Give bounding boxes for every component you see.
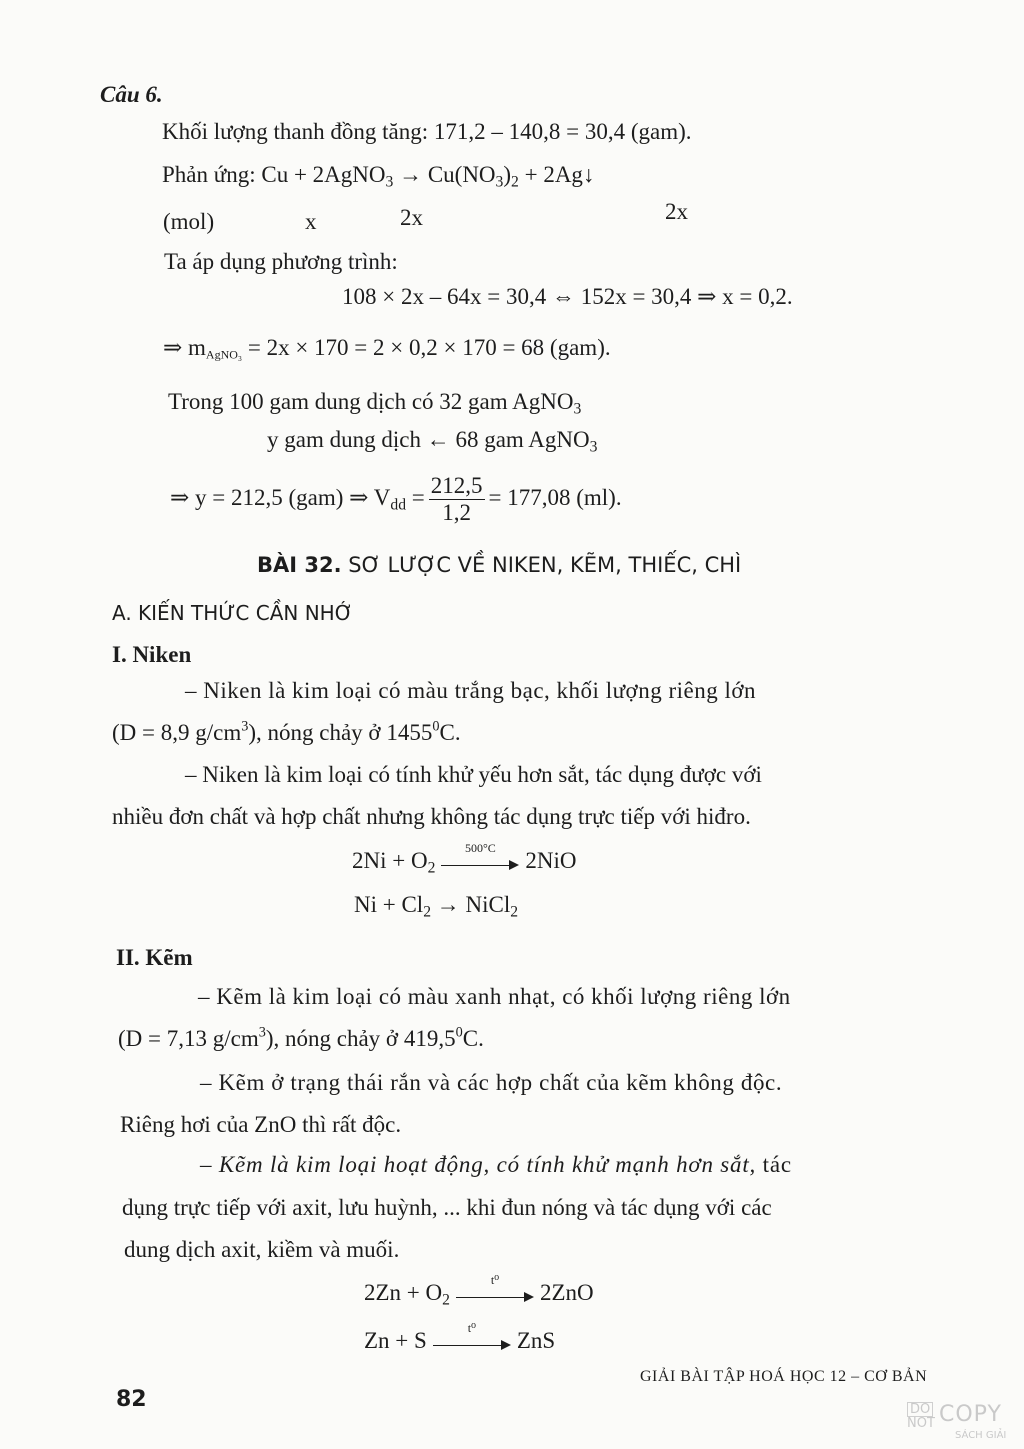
- text-line: Khối lượng thanh đồng tăng: 171,2 – 140,8 = 30,4 (gam).: [162, 119, 692, 144]
- text-line: y gam dung dịch ← 68 gam AgNO$_3$: [267, 427, 598, 456]
- text-line: Riêng hơi của ZnO thì rất độc.: [120, 1112, 402, 1137]
- reaction-arrow: t⁰: [433, 1331, 511, 1355]
- chemical-equation: $Ni + Cl_2$ → NiCl$_2$: [354, 892, 519, 921]
- math-equation: 108 × 2x – 64x = 30,4 ⇔ 152x = 30,4 ⇒ x = 0,2.: [342, 284, 793, 309]
- text-line: dụng trực tiếp với axit, lưu huỳnh, ... khi đun nóng và tác dụng với các: [122, 1195, 772, 1220]
- section-heading: A. KIẾN THỨC CẦN NHỚ: [112, 601, 353, 625]
- mol-value: 2x: [665, 199, 688, 224]
- math-equation: ⇒ $m_{AgNO_3} = 2x \times 170 = 2 \times 0,2 \times 170 = 68$ (gam).: [163, 335, 611, 362]
- mol-value: 2x: [400, 205, 423, 230]
- mol-label: (mol): [163, 209, 215, 234]
- lesson-title: BÀI 32. SƠ LƯỢC VỀ NIKEN, KẼM, THIẾC, CHÌ: [257, 553, 742, 577]
- subsection-heading: I. Niken: [112, 642, 192, 667]
- text-line: – Niken là kim loại có màu trắng bạc, khối lượng riêng lớn: [185, 678, 757, 703]
- text-line: – Kẽm là kim loại có màu xanh nhạt, có khối lượng riêng lớn: [198, 984, 791, 1009]
- chemical-equation: $2Zn + O_2$ t⁰ 2ZnO: [364, 1272, 594, 1309]
- fraction: $\frac{212,5}{1,2}$: [430, 473, 483, 526]
- text-line: nhiều đơn chất và hợp chất nhưng không tác dụng trực tiếp với hiđro.: [112, 804, 751, 829]
- reaction-arrow: t⁰: [456, 1283, 534, 1307]
- text-line: dung dịch axit, kiềm và muối.: [124, 1237, 400, 1262]
- reaction-arrow: 500°C: [441, 851, 519, 875]
- question-heading: Câu 6.: [100, 82, 163, 107]
- chemical-equation: $2Ni + O_2$ 500°C 2NiO: [352, 840, 577, 877]
- text-line: – Kẽm là kim loại hoạt động, có tính khử mạnh hơn sắt, tác: [200, 1152, 792, 1177]
- page-number: 82: [116, 1387, 147, 1412]
- text-line: (D = 8,9 $g/cm^3$), nóng chảy ở 1455$^0$C.: [112, 718, 461, 745]
- mol-value: x: [305, 209, 317, 234]
- text-line: Ta áp dụng phương trình:: [164, 249, 398, 274]
- watermark-logo: DO NOT COPY SÁCH GIẢI: [907, 1402, 1007, 1441]
- math-equation: ⇒ y = 212,5 (gam) ⇒ $V_{dd}$ = $\frac{212,5}{1,2}$ = 177,08 (ml).: [170, 473, 622, 526]
- chemical-equation: Zn + S t⁰ ZnS: [364, 1320, 556, 1353]
- reaction-equation: Phản ứng: Cu + 2AgNO$_3$ → $Cu(NO_3)_2$ + 2Ag↓: [162, 162, 595, 191]
- text-line: (D = 7,13 $g/cm^3$), nóng chảy ở 419,5$^0$C.: [118, 1024, 484, 1051]
- book-title: GIẢI BÀI TẬP HOÁ HỌC 12 – CƠ BẢN: [640, 1368, 928, 1385]
- subsection-heading: II. Kẽm: [116, 945, 193, 970]
- text-line: – Kẽm ở trạng thái rắn và các hợp chất của kẽm không độc.: [200, 1070, 783, 1095]
- text-line: – Niken là kim loại có tính khử yếu hơn sắt, tác dụng được với: [185, 762, 762, 787]
- text-line: Trong 100 gam dung dịch có 32 gam AgNO$_3$: [168, 389, 582, 418]
